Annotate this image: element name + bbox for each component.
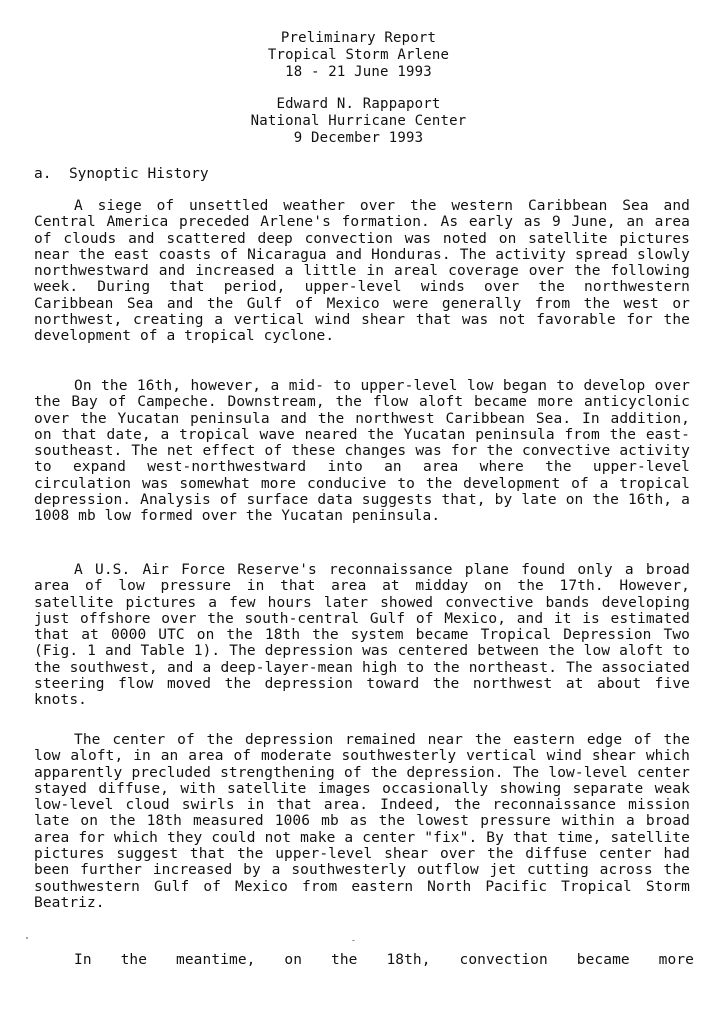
scan-speck — [26, 937, 28, 939]
section-heading — [34, 166, 209, 183]
section-label: a. — [34, 166, 52, 182]
storm-dates: 18 - 21 June 1993 — [285, 64, 432, 80]
paragraph-1: A siege of unsettled weather over the western Caribbean Sea and Central America preceded Arlene's formation. As early as 9 June, an area of clouds and scattered deep convection was noted on satellite pictures near the east coasts of Nicaragua and Honduras. The activity spread slowly northwestward and increased a little in areal coverage over the following week. During that period, upper-level winds over the northwestern Caribbean Sea and the Gulf of Mexico were generally from the west or northwest, creating a vertical wind shear that was not favorable for the development of a tropical cyclone. — [34, 198, 690, 345]
author-block — [0, 96, 717, 147]
report-date: 9 December 1993 — [293, 130, 424, 146]
paragraph-3: A U.S. Air Force Reserve's reconnaissance plane found only a broad area of low pressure in that area at midday on the 17th. However, satellite pictures a few hours later showed convective bands developing just offshore over the south-central Gulf of Mexico, and it is estimated that at 0000 UTC on the 18th the system became Tropical Depression Two (Fig. 1 and Table 1). The depression was centered between the low aloft to the southwest, and a deep-layer-mean high to the northeast. The associated steering flow moved the depression toward the northwest at about five knots. — [34, 562, 690, 709]
paragraph-5: In the meantime, on the 18th, convection became more — [74, 952, 694, 968]
scan-speck — [352, 940, 355, 941]
report-title: Preliminary Report — [280, 30, 437, 46]
paragraph-4: The center of the depression remained near the eastern edge of the low aloft, in an area of moderate southwesterly vertical wind shear which apparently precluded strengthening of the depression. The low-level center stayed diffuse, with satellite images occasionally showing separate weak low-level cloud swirls in that area. Indeed, the reconnaissance mission late on the 18th measured 1006 mb as the lowest pressure within a broad area for which they could not make a center "fix". By that time, satellite pictures suggest that the upper-level shear over the diffuse center had been further increased by a southwesterly outflow jet cutting across the southwestern Gulf of Mexico from eastern North Pacific Tropical Storm Beatriz. — [34, 732, 690, 911]
storm-name: Tropical Storm Arlene — [267, 47, 450, 63]
section-title: Synoptic History — [68, 166, 209, 182]
paragraph-2: On the 16th, however, a mid- to upper-level low began to develop over the Bay of Campeche. Downstream, the flow aloft became more anticyclonic over the Yucatan peninsula and the northwest Caribbean Sea. In addition, on that date, a tropical wave neared the Yucatan peninsula from the east-southeast. The net effect of these changes was for the convective activity to expand west-northwestward into an area where the upper-level circulation was somewhat more conducive to the development of a tropical depression. Analysis of surface data suggests that, by late on the 16th, a 1008 mb low formed over the Yucatan peninsula. — [34, 378, 690, 525]
author-name: Edward N. Rappaport — [276, 96, 441, 112]
organization: National Hurricane Center — [250, 113, 467, 129]
report-header — [0, 30, 717, 81]
